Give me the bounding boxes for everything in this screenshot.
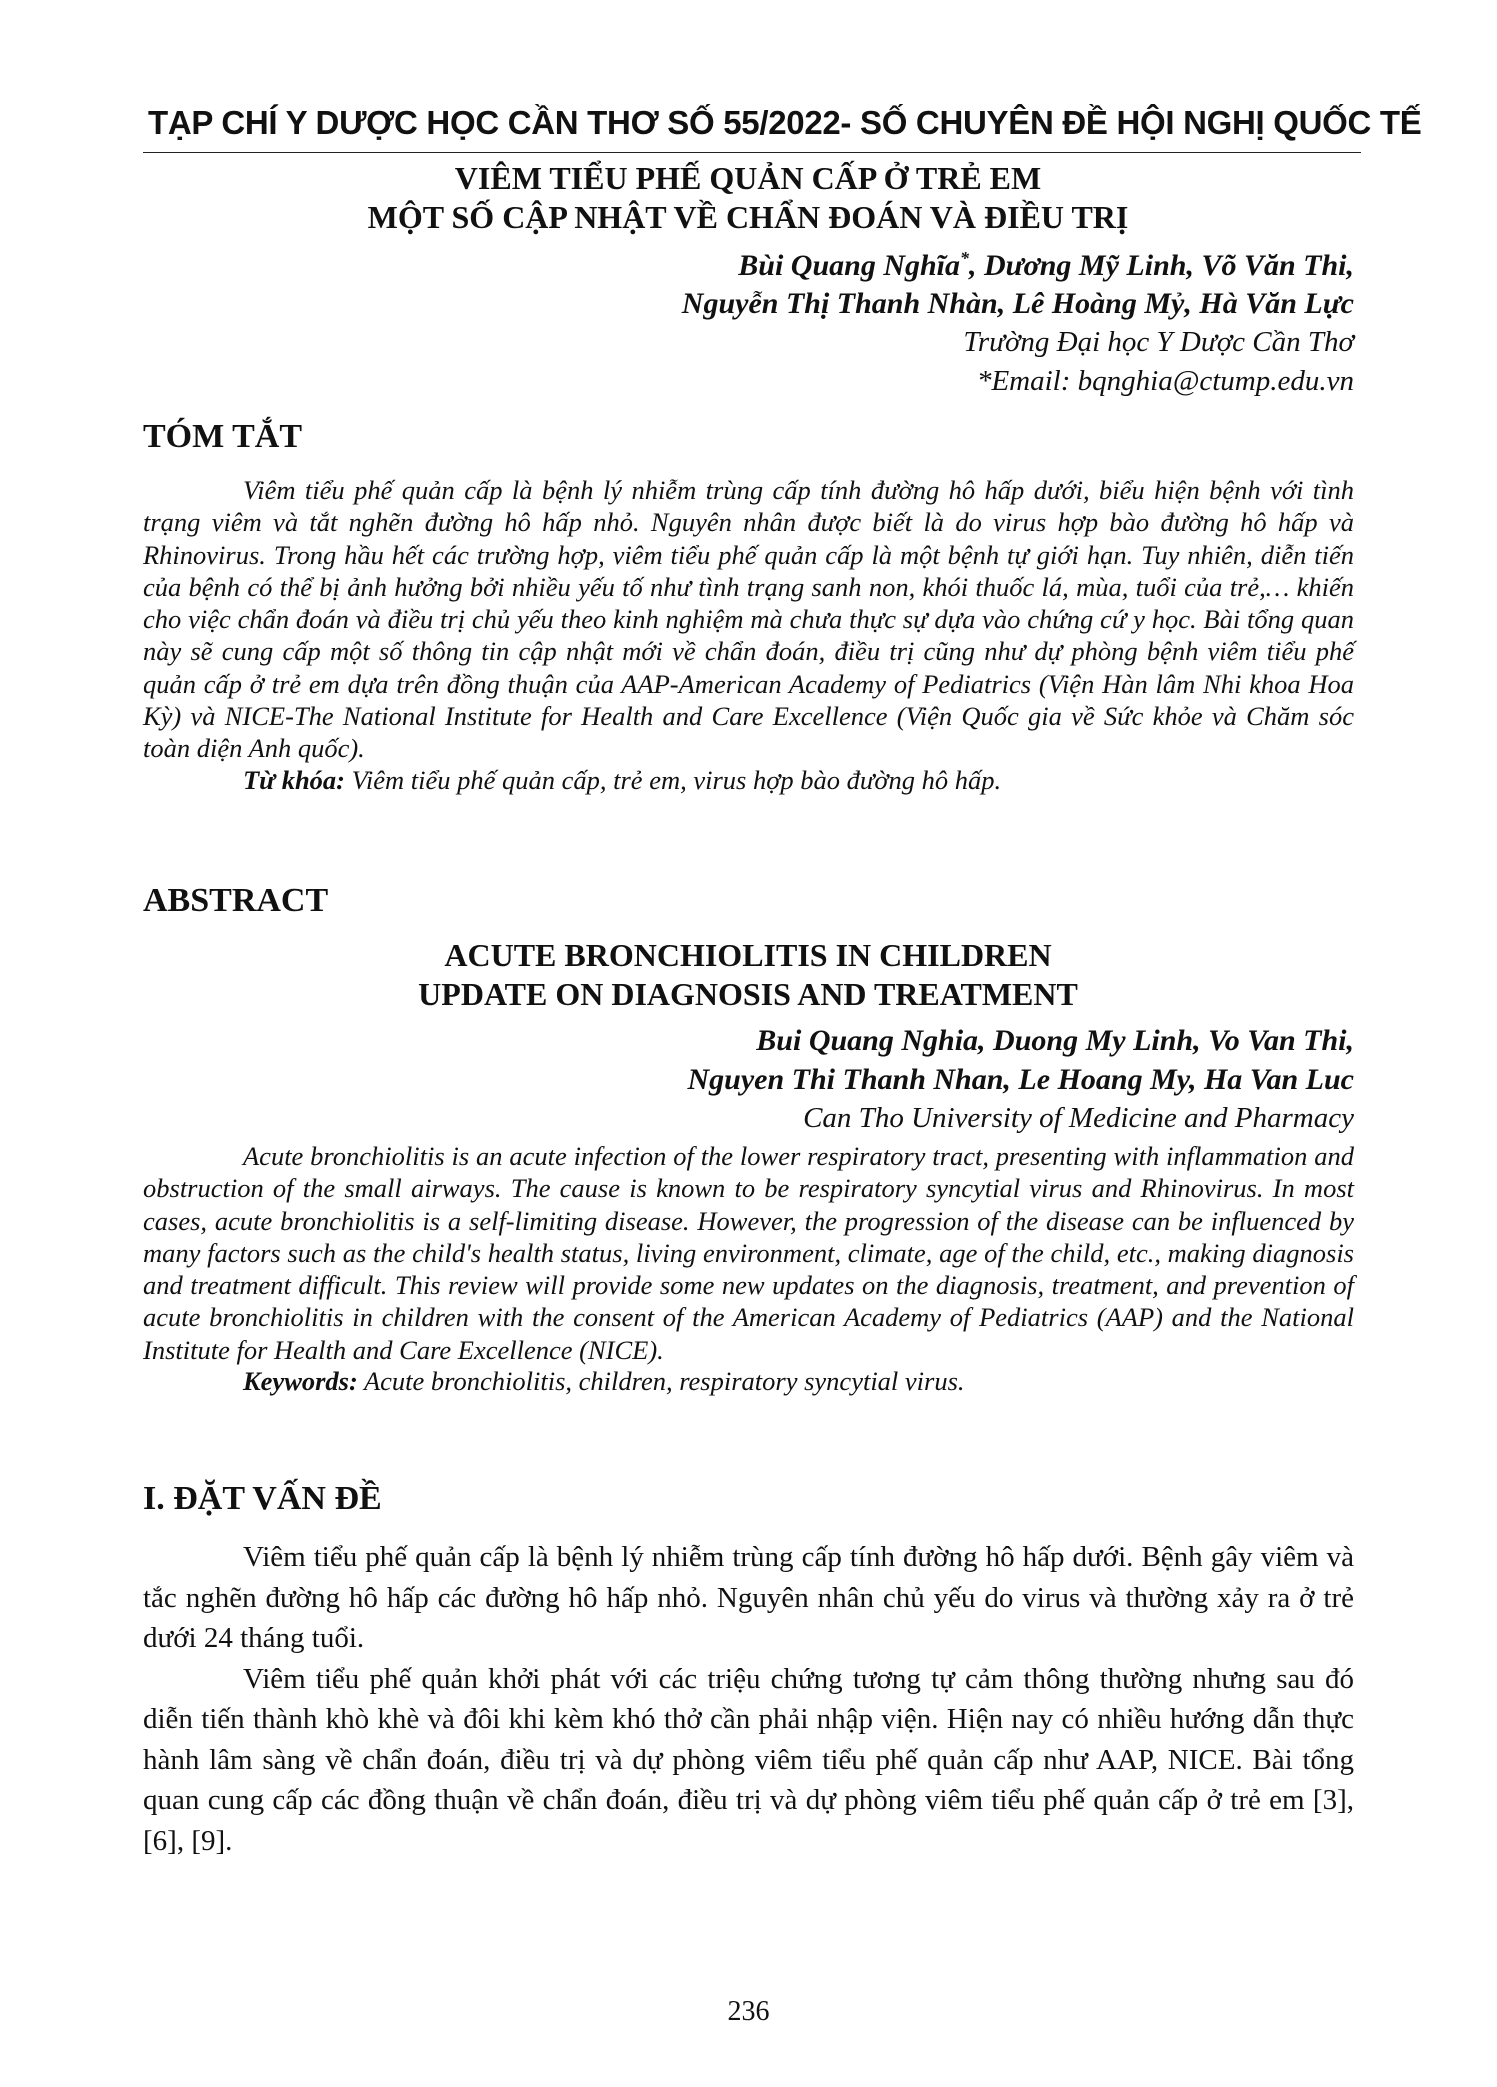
corresponding-mark: * [960,248,969,268]
keywords-vi-text: Viêm tiểu phế quản cấp, trẻ em, virus hợp bào đường hô hấp. [345,764,1002,795]
section1-heading: I. ĐẶT VẤN ĐỀ [143,1480,382,1517]
title-en-line2: UPDATE ON DIAGNOSIS AND TREATMENT [418,976,1078,1012]
keywords-en [143,1366,1354,1397]
abstract-heading: ABSTRACT [143,882,329,919]
email: *Email: bqnghia@ctump.edu.vn [976,365,1354,397]
summary-block [143,474,1354,796]
keywords-en-text: Acute bronchiolitis, children, respiratory syncytial virus. [357,1366,965,1397]
section1-para1: Viêm tiểu phế quản cấp là bệnh lý nhiễm trùng cấp tính đường hô hấp dưới. Bệnh gây viêm và tắc nghẽn đường hô hấp các đường hô hấp nhỏ. Nguyên nhân chủ yếu do virus và thường xảy ra ở trẻ dưới 24 tháng tuổi. [143,1541,1354,1654]
keywords-vi [143,765,1354,796]
affiliation-en: Can Tho University of Medicine and Pharmacy [803,1102,1354,1134]
authors-vi-rest: , Dương Mỹ Linh, Võ Văn Thi, [969,249,1354,282]
summary-text: Viêm tiểu phế quản cấp là bệnh lý nhiễm trùng cấp tính đường hô hấp dưới, biểu hiện bệnh với tình trạng viêm và tắt nghẽn đường hô hấp nhỏ. Nguyên nhân được biết là do virus hợp bào đường hô hấp và Rhinovirus. Trong hầu hết các trường hợp, viêm tiểu phế quản cấp là một bệnh tự giới hạn. Tuy nhiên, diễn tiến của bệnh có thể bị ảnh hưởng bởi nhiều yếu tố như tình trạng sanh non, khói thuốc lá, mùa, tuổi của trẻ,… khiến cho việc chẩn đoán và điều trị chủ yếu theo kinh nghiệm mà chưa thực sự dựa vào chứng cứ y học. Bài tổng quan này sẽ cung cấp một số thông tin cập nhật mới về chẩn đoán, điều trị cũng như dự phòng bệnh viêm tiểu phế quản cấp ở trẻ em dựa trên đồng thuận của AAP-American Academy of Pediatrics (Viện Hàn lâm Nhi khoa Hoa Kỳ) và NICE-The National Institute for Health and Care Excellence (Viện Quốc gia về Sức khỏe và Chăm sóc toàn diện Anh quốc). [143,475,1354,764]
author-corresponding: Bùi Quang Nghĩa [738,249,960,282]
abstract-block [143,1140,1354,1397]
keywords-en-label: Keywords: [243,1366,358,1397]
journal-header: TẠP CHÍ Y DƯỢC HỌC CẦN THƠ SỐ 55/2022- SỐ CHUYÊN ĐỀ HỘI NGHỊ QUỐC TẾ [148,104,1422,141]
authors-vi-line2: Nguyễn Thị Thanh Nhàn, Lê Hoàng Mỷ, Hà Văn Lực [681,287,1354,320]
title-vi-line2: MỘT SỐ CẬP NHẬT VỀ CHẨN ĐOÁN VÀ ĐIỀU TRỊ [367,199,1129,235]
authors-vi-line1 [148,248,1354,283]
title-en-line1: ACUTE BRONCHIOLITIS IN CHILDREN [444,937,1052,973]
summary-heading: TÓM TẮT [143,418,303,455]
abstract-text: Acute bronchiolitis is an acute infection of the lower respiratory tract, presenting with inflammation and obstruction of the small airways. The cause is known to be respiratory syncytial virus and Rhinovirus. In most cases, acute bronchiolitis is a self-limiting disease. However, the progression of the disease can be influenced by many factors such as the child's health status, living environment, climate, age of the child, etc., making diagnosis and treatment difficult. This review will provide some new updates on the diagnosis, treatment, and prevention of acute bronchiolitis in children with the consent of the American Academy of Pediatrics (AAP) and the National Institute for Health and Care Excellence (NICE). [143,1141,1354,1365]
authors-en-line2: Nguyen Thi Thanh Nhan, Le Hoang My, Ha Van Luc [687,1063,1354,1096]
page-number: 236 [727,1996,770,2027]
header-rule [143,152,1361,153]
section1-body [143,1537,1354,1861]
keywords-vi-label: Từ khóa: [243,764,346,795]
section1-para2: Viêm tiểu phế quản khởi phát với các triệu chứng tương tự cảm thông thường nhưng sau đó diễn tiến thành khò khè và đôi khi kèm khó thở cần phải nhập viện. Hiện nay có nhiều hướng dẫn thực hành lâm sàng về chẩn đoán, điều trị và dự phòng viêm tiểu phế quản cấp như AAP, NICE. Bài tổng quan cung cấp các đồng thuận về chẩn đoán, điều trị và dự phòng viêm tiểu phế quản cấp ở trẻ em [3], [6], [9]. [143,1662,1354,1857]
affiliation-vi: Trường Đại học Y Dược Cần Thơ [963,326,1354,358]
title-vi-line1: VIÊM TIỂU PHẾ QUẢN CẤP Ở TRẺ EM [454,160,1042,196]
authors-en-line1: Bui Quang Nghia, Duong My Linh, Vo Van Thi, [756,1024,1354,1057]
